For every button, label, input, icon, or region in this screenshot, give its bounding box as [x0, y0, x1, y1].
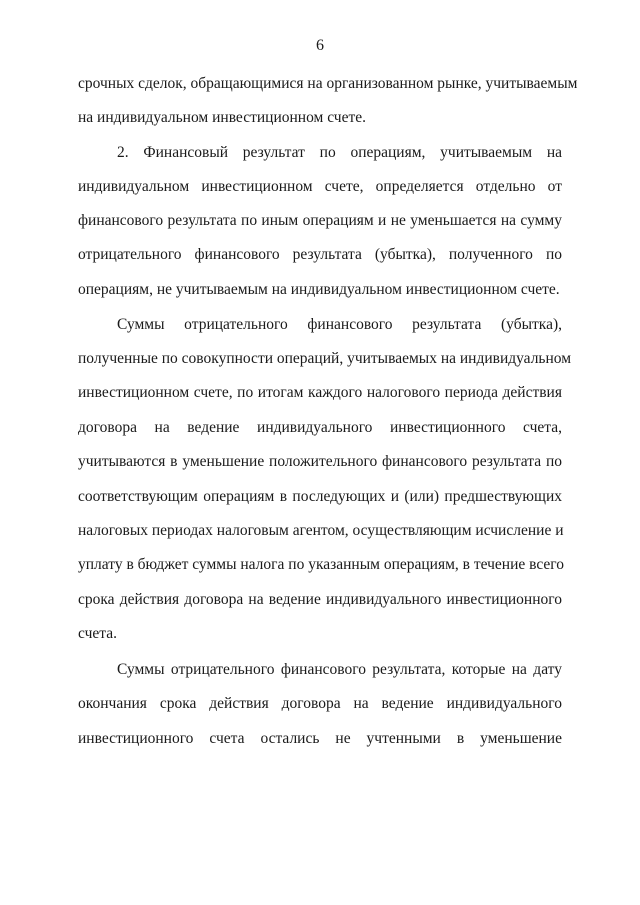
text-line: операциям, не учитываемым на индивидуальном инвестиционном счете.	[78, 281, 560, 298]
text-line: отрицательного финансового результата (убытка), полученного по	[78, 246, 562, 263]
text-line: договора на ведение индивидуального инвестиционного счета,	[78, 419, 562, 436]
text-line: полученные по совокупности операций, учитываемых на индивидуальном	[78, 350, 572, 367]
text-line: Суммы отрицательного финансового результата (убытка),	[117, 316, 562, 333]
text-line: инвестиционном счете, по итогам каждого налогового периода действия	[78, 384, 562, 401]
text-line: окончания срока действия договора на ведение индивидуального	[78, 695, 562, 712]
text-line: счета.	[78, 625, 117, 642]
text-line: налоговых периодах налоговым агентом, осуществляющим исчисление и	[78, 522, 564, 539]
page-number: 6	[316, 37, 324, 54]
text-line: учитываются в уменьшение положительного финансового результата по	[78, 453, 562, 470]
text-line: соответствующим операциям в последующих и (или) предшествующих	[78, 488, 562, 505]
text-line: индивидуальном инвестиционном счете, определяется отдельно от	[78, 178, 562, 195]
text-line: 2. Финансовый результат по операциям, учитываемым на	[117, 144, 562, 161]
text-line: уплату в бюджет суммы налога по указанным операциям, в течение всего	[78, 556, 565, 573]
text-line: инвестиционного счета остались не учтенными в уменьшение	[78, 730, 562, 747]
text-line: финансового результата по иным операциям и не уменьшается на сумму	[78, 212, 562, 229]
text-line: срочных сделок, обращающимися на организованном рынке, учитываемым	[78, 75, 578, 92]
text-line: срока действия договора на ведение индивидуального инвестиционного	[78, 591, 562, 608]
text-line: Суммы отрицательного финансового результата, которые на дату	[117, 661, 562, 678]
text-line: на индивидуальном инвестиционном счете.	[78, 109, 366, 126]
